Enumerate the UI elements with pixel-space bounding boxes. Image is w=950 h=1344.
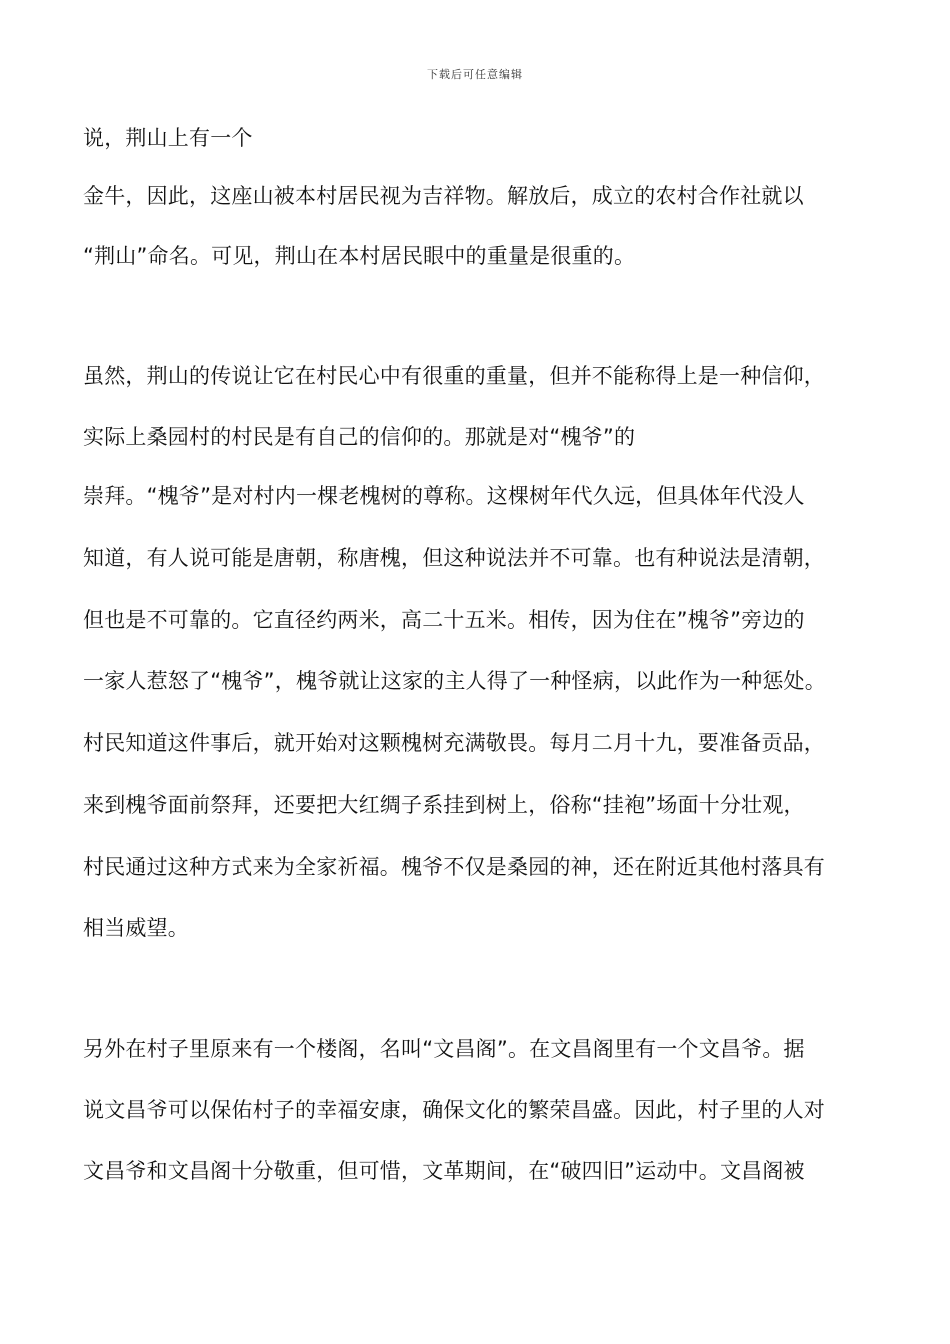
text-line: 知道，有人说可能是唐朝，称唐槐，但这种说法并不可靠。也有种说法是清朝， xyxy=(83,546,825,570)
text-line: 实际上桑园村的村民是有自己的信仰的。那就是对“槐爷”的 xyxy=(83,425,636,449)
text-line: 相当威望。 xyxy=(83,916,189,940)
text-line: 另外在村子里原来有一个楼阁，名叫“文昌阁”。在文昌阁里有一个文昌爷。据 xyxy=(83,1037,805,1061)
page-header: 下载后可任意编辑 xyxy=(427,68,523,81)
text-line: 文昌爷和文昌阁十分敬重，但可惜，文革期间，在“破四旧”运动中。文昌阁被 xyxy=(83,1159,805,1183)
text-line: 但也是不可靠的。它直径约两米，高二十五米。相传，因为住在”槐爷”旁边的 xyxy=(83,608,805,632)
text-line: 一家人惹怒了“槐爷”，槐爷就让这家的主人得了一种怪病，以此作为一种惩处。 xyxy=(83,669,826,693)
text-line: 金牛，因此，这座山被本村居民视为吉祥物。解放后，成立的农村合作社就以 xyxy=(83,184,804,208)
text-line: 来到槐爷面前祭拜，还要把大红绸子系挂到树上，俗称“挂袍”场面十分壮观， xyxy=(83,793,805,817)
text-line: 说文昌爷可以保佑村子的幸福安康，确保文化的繁荣昌盛。因此，村子里的人对 xyxy=(83,1098,825,1122)
text-line: “荆山”命名。可见，荆山在本村居民眼中的重量是很重的。 xyxy=(83,244,636,268)
text-line: 村民知道这件事后，就开始对这颗槐树充满敬畏。每月二月十九，要准备贡品， xyxy=(83,731,825,755)
text-line: 崇拜。“槐爷”是对村内一棵老槐树的尊称。这棵树年代久远，但具体年代没人 xyxy=(83,484,805,508)
text-line: 虽然，荆山的传说让它在村民心中有很重的重量，但并不能称得上是一种信仰， xyxy=(83,364,825,388)
text-line: 说，荆山上有一个 xyxy=(83,126,253,150)
text-line: 村民通过这种方式来为全家祈福。槐爷不仅是桑园的神，还在附近其他村落具有 xyxy=(83,855,825,879)
